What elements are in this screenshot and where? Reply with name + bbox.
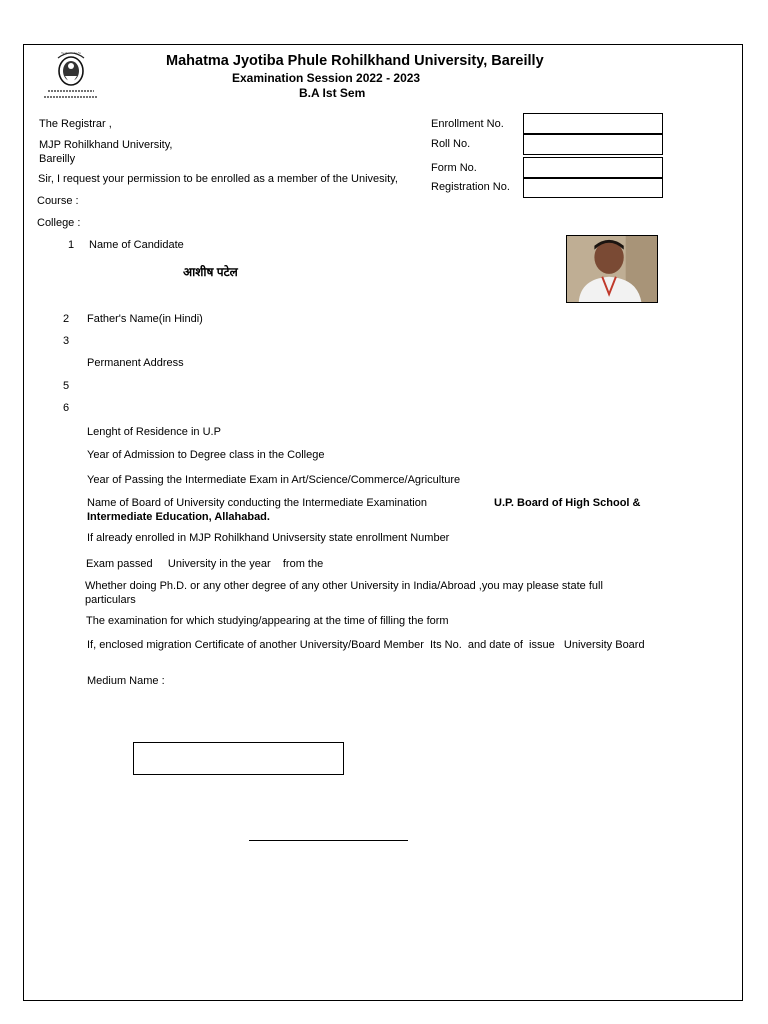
medium-label: Medium Name : <box>87 675 165 687</box>
signature-box[interactable] <box>133 742 344 775</box>
candidate-name-value: आशीष पटेल <box>183 265 238 279</box>
father-name-label: Father's Name(in Hindi) <box>87 313 203 325</box>
enrollment-field[interactable] <box>523 113 663 134</box>
roll-field[interactable] <box>523 134 663 155</box>
university-title: Mahatma Jyotiba Phule Rohilkhand University, Bareilly <box>166 53 544 69</box>
addressee-city: Bareilly <box>39 153 76 165</box>
item-number-5: 5 <box>63 380 70 392</box>
admission-year-label: Year of Admission to Degree class in the College <box>87 449 325 461</box>
item-number-6: 6 <box>63 402 70 414</box>
form-label: Form No. <box>431 162 477 174</box>
exam-session: Examination Session 2022 - 2023 <box>232 71 421 85</box>
permanent-address-label: Permanent Address <box>87 357 184 369</box>
phd-question: Whether doing Ph.D. or any other degree of any other University in India/Abroad ,you may please state full particulars <box>85 580 603 606</box>
roll-label: Roll No. <box>431 138 471 150</box>
exam-passed-label: Exam passed University in the year from the <box>86 558 324 570</box>
item-number-2: 2 <box>63 313 70 325</box>
board-value-line2: Intermediate Education, Allahabad. <box>87 511 270 523</box>
item-number-1: 1 <box>68 239 75 251</box>
candidate-photo-icon <box>566 235 658 303</box>
university-seal-icon <box>40 46 102 104</box>
residence-label: Lenght of Residence in U.P <box>87 426 221 438</box>
registration-field[interactable] <box>523 178 663 198</box>
svg-text:~~~~~: ~~~~~ <box>60 51 82 57</box>
request-text: Sir, I request your permission to be enrolled as a member of the Univesity, <box>38 173 398 185</box>
board-label: Name of Board of University conducting the Intermediate Examination <box>87 497 427 509</box>
enrollment-label: Enrollment No. <box>431 118 504 130</box>
course-label: Course : <box>37 195 79 207</box>
candidate-name-label: Name of Candidate <box>89 239 184 251</box>
form-field[interactable] <box>523 157 663 178</box>
registration-label: Registration No. <box>431 181 510 193</box>
college-label: College : <box>37 217 81 229</box>
signature-line <box>249 840 408 841</box>
addressee-line: The Registrar , <box>39 118 112 130</box>
addressee-university: MJP Rohilkhand University, <box>39 139 173 151</box>
intermediate-year-label: Year of Passing the Intermediate Exam in Art/Science/Commerce/Agriculture <box>87 474 461 486</box>
migration-certificate-label: If, enclosed migration Certificate of another University/Board Member Its No. and date of issue University Board <box>87 639 645 651</box>
item-number-3: 3 <box>63 335 70 347</box>
semester-title: B.A Ist Sem <box>299 86 366 100</box>
enrolled-number-label: If already enrolled in MJP Rohilkhand Univsersity state enrollment Number <box>87 532 450 544</box>
exam-studying-label: The examination for which studying/appearing at the time of filling the form <box>86 615 449 627</box>
board-value-line1: U.P. Board of High School & <box>494 497 641 509</box>
